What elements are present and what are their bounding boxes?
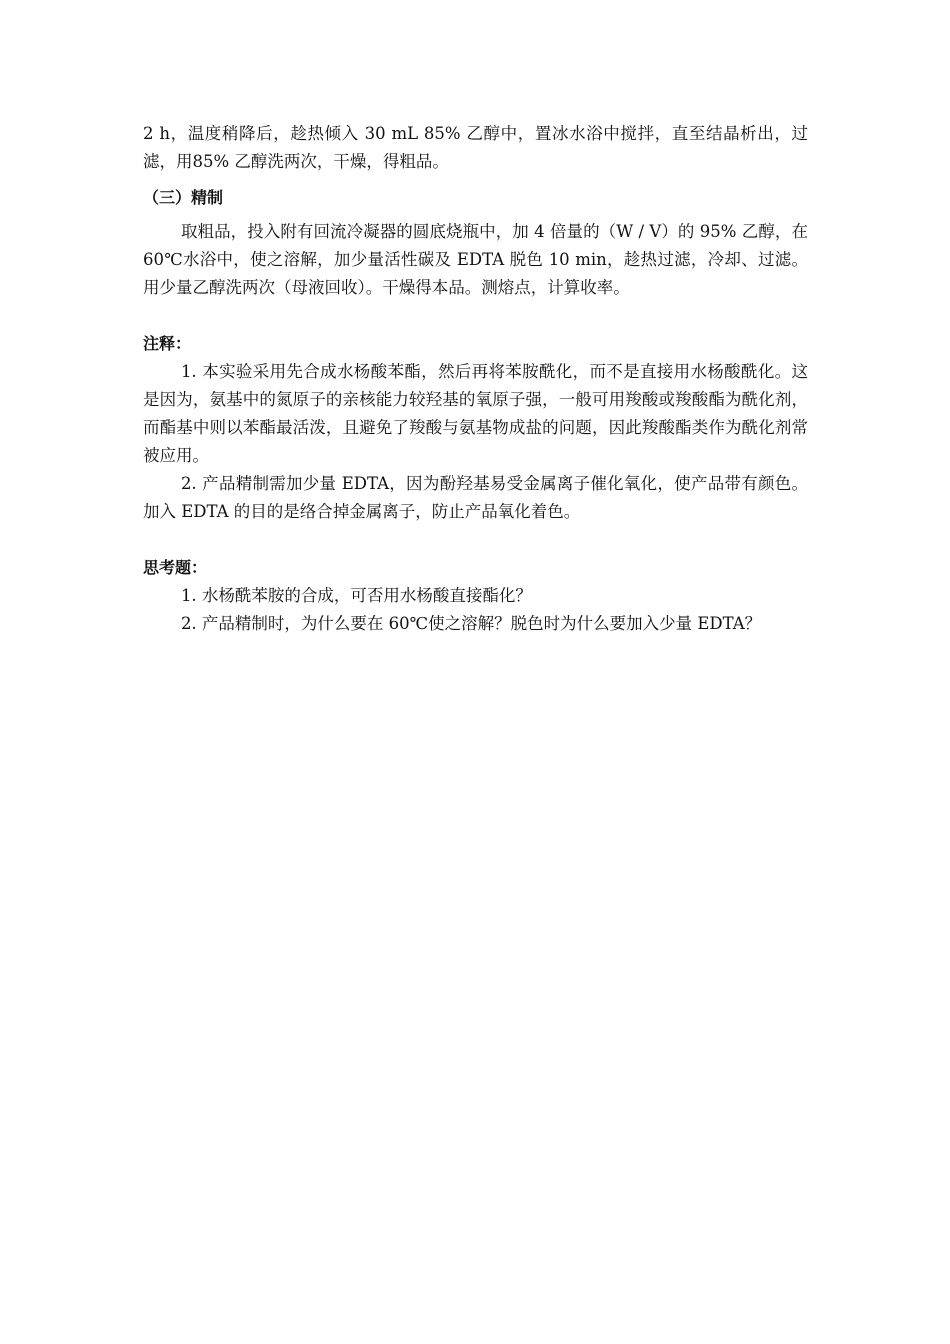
- section3-paragraph: 取粗品，投入附有回流冷凝器的圆底烧瓶中，加 4 倍量的（W / V）的 95% 乙醇，在 60℃水浴中，使之溶解，加少量活性碳及 EDTA 脱色 10 min，趁热过滤，冷却、过滤。用少量乙醇洗两次（母液回收）。干燥得本品。测熔点，计算收率。: [143, 222, 808, 297]
- questions-heading: 思考题：: [143, 558, 208, 577]
- note-item-2: 2. 产品精制需加少量 EDTA，因为酚羟基易受金属离子催化氧化，使产品带有颜色。加入 EDTA 的目的是络合掉金属离子，防止产品氧化着色。: [143, 474, 808, 521]
- question-item-2: 2. 产品精制时，为什么要在 60℃使之溶解？脱色时为什么要加入少量 EDTA？: [180, 614, 762, 633]
- question-item-1: 1. 水杨酰苯胺的合成，可否用水杨酸直接酯化？: [180, 586, 532, 605]
- document-page: [143, 120, 808, 638]
- notes-heading: 注释：: [143, 334, 192, 353]
- intro-paragraph: 2 h，温度稍降后，趁热倾入 30 mL 85% 乙醇中，置冰水浴中搅拌，直至结晶析出，过滤，用85% 乙醇洗两次，干燥，得粗品。: [143, 124, 808, 171]
- note-item-1: 1. 本实验采用先合成水杨酸苯酯，然后再将苯胺酰化，而不是直接用水杨酸酰化。这是因为，氨基中的氮原子的亲核能力较羟基的氧原子强，一般可用羧酸或羧酸酯为酰化剂，而酯基中则以苯酯最活泼，且避免了羧酸与氨基物成盐的问题，因此羧酸酯类作为酰化剂常被应用。: [143, 362, 808, 465]
- section3-heading: （三）精制: [143, 188, 224, 207]
